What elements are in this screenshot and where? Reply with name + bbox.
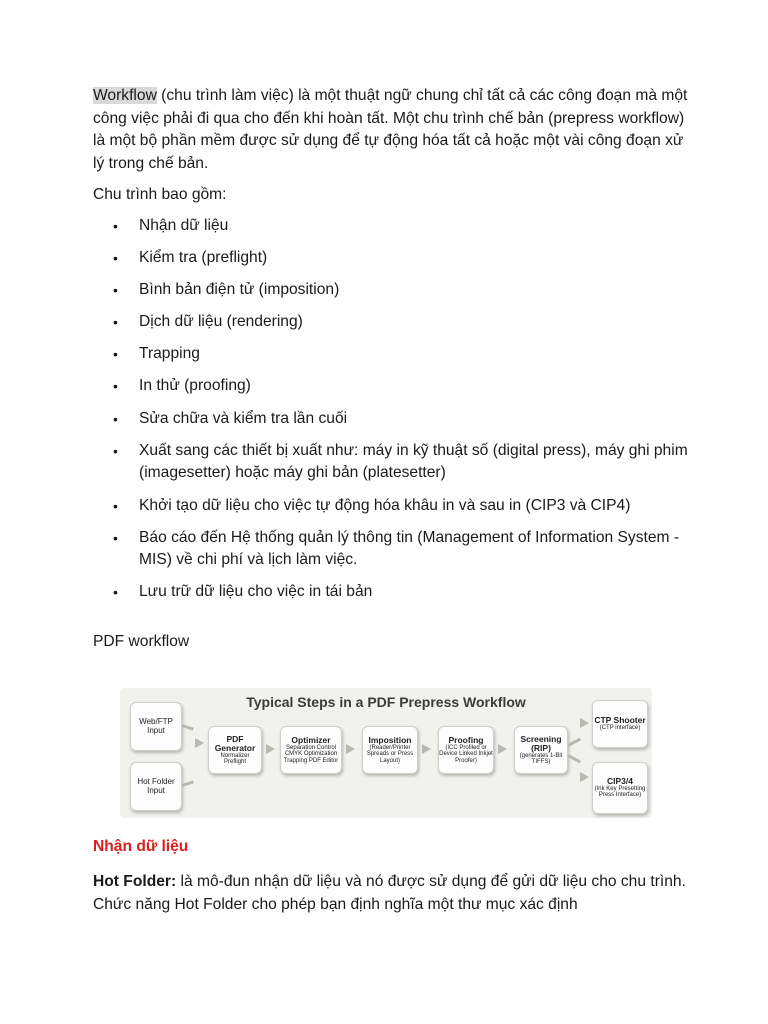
ctp-shooter-box bbox=[592, 700, 648, 748]
list-item-text: Kiểm tra (preflight) bbox=[139, 248, 268, 266]
pdf-generator-sub: Normalizer Preflight bbox=[220, 752, 250, 765]
imposition-box bbox=[362, 726, 418, 774]
bullet-icon: • bbox=[113, 281, 118, 298]
imposition-title: Imposition bbox=[368, 735, 412, 746]
cip34-title: CIP3/4 bbox=[607, 776, 633, 787]
ctp-shooter-sub: (CTP interface) bbox=[599, 725, 641, 732]
proofing-box bbox=[438, 726, 494, 774]
list-item-text: Lưu trữ dữ liệu cho việc in tái bản bbox=[139, 583, 373, 601]
document-body bbox=[93, 85, 693, 653]
bullet-icon: • bbox=[113, 497, 118, 514]
hot-folder-text: là mô-đun nhận dữ liệu và nó được sử dụng để gửi dữ liệu cho chu trình. Chức năng Hot Folder cho phép bạn định nghĩa một thư mục xác định bbox=[93, 873, 686, 913]
pdf-workflow-diagram bbox=[120, 688, 652, 818]
list-item bbox=[93, 215, 693, 238]
intro-paragraph bbox=[93, 85, 693, 175]
hot-folder-paragraph bbox=[93, 871, 693, 916]
list-item-text: Nhận dữ liệu bbox=[139, 216, 229, 234]
list-item-text: Dịch dữ liệu (rendering) bbox=[139, 313, 303, 331]
pdf-workflow-label: PDF workflow bbox=[93, 632, 190, 650]
list-item-text: Trapping bbox=[139, 345, 200, 363]
list-item-text: Xuất sang các thiết bị xuất như: máy in kỹ thuật số (digital press), máy ghi phim (imagesetter) hoặc máy ghi bản (platesetter) bbox=[139, 441, 688, 482]
intro-text: (chu trình làm việc) là một thuật ngữ chung chỉ tất cả các công đoạn mà một công việc phải đi qua cho đến khi hoàn tất. Một chu trình chế bản (prepress workflow) là một bộ phần mềm được sử dụng để tự động hóa tất cả hoặc một vài công đoạn xử lý trong chế bản. bbox=[93, 87, 688, 172]
steps-intro: Chu trình bao gồm: bbox=[93, 186, 227, 203]
web-ftp-input-box bbox=[130, 702, 182, 751]
web-ftp-input-label: Web/FTP Input bbox=[139, 717, 173, 735]
proofing-sub: (ICC Profiled or Device Linked Inkjet Proofer) bbox=[439, 745, 493, 764]
cip34-box bbox=[592, 762, 648, 814]
bullet-icon: • bbox=[113, 529, 118, 546]
list-item-text: In thử (proofing) bbox=[139, 377, 251, 395]
list-item bbox=[93, 311, 693, 334]
pdf-generator-box bbox=[208, 726, 262, 774]
ctp-shooter-title: CTP Shooter bbox=[594, 715, 646, 726]
list-item bbox=[93, 495, 693, 518]
bullet-icon: • bbox=[113, 584, 118, 601]
screening-sub: (generates 1-Bit TIFFS) bbox=[519, 752, 563, 765]
list-item bbox=[93, 527, 693, 572]
list-item bbox=[93, 343, 693, 366]
list-item bbox=[93, 279, 693, 302]
highlighted-term: Workflow bbox=[93, 87, 157, 104]
arrow-icon bbox=[580, 718, 589, 728]
arrow-icon bbox=[580, 772, 589, 782]
bullet-icon: • bbox=[113, 442, 118, 459]
list-item-text: Báo cáo đến Hệ thống quản lý thông tin (Management of Information System - MIS) về chi phí và lịch làm việc. bbox=[139, 528, 680, 569]
hot-folder-input-box bbox=[130, 762, 182, 811]
hot-folder-label: Hot Folder: bbox=[93, 873, 177, 890]
arrow-icon bbox=[266, 744, 275, 754]
list-item-text: Sửa chữa và kiểm tra lần cuối bbox=[139, 409, 348, 427]
bullet-icon: • bbox=[113, 346, 118, 363]
list-item bbox=[93, 440, 693, 485]
list-item bbox=[93, 408, 693, 431]
optimizer-title: Optimizer bbox=[291, 735, 331, 746]
proofing-title: Proofing bbox=[448, 735, 484, 746]
arrow-icon bbox=[422, 744, 431, 754]
imposition-sub: (Reader/Printer Spreads or Press Layout) bbox=[366, 745, 414, 764]
bullet-icon: • bbox=[113, 410, 118, 427]
arrow-icon bbox=[346, 744, 355, 754]
list-item bbox=[93, 581, 693, 604]
pdf-generator-title: PDF Generator bbox=[214, 733, 256, 753]
bullet-icon: • bbox=[113, 314, 118, 331]
list-item-text: Bình bản điện tử (imposition) bbox=[139, 280, 340, 298]
bullet-icon: • bbox=[113, 378, 118, 395]
optimizer-sub: Separation Control CMYK Optimization Trapping PDF Editor bbox=[283, 745, 339, 764]
bullet-icon: • bbox=[113, 249, 118, 266]
hot-folder-input-label: Hot Folder Input bbox=[137, 777, 175, 795]
bullet-icon: • bbox=[113, 217, 118, 234]
list-item-text: Khởi tạo dữ liệu cho việc tự động hóa khâu in và sau in (CIP3 và CIP4) bbox=[139, 496, 631, 514]
steps-list bbox=[93, 215, 693, 604]
diagram-title: Typical Steps in a PDF Prepress Workflow bbox=[246, 694, 526, 710]
list-item bbox=[93, 247, 693, 270]
screening-box bbox=[514, 726, 568, 774]
screening-title: Screening (RIP) bbox=[520, 733, 562, 753]
list-item bbox=[93, 375, 693, 398]
cip34-sub: (Ink Key Presetting Press Interface) bbox=[594, 786, 646, 799]
arrow-icon bbox=[498, 744, 507, 754]
arrow-icon bbox=[195, 738, 204, 748]
optimizer-box bbox=[280, 726, 342, 774]
section-heading: Nhận dữ liệu bbox=[93, 838, 189, 855]
